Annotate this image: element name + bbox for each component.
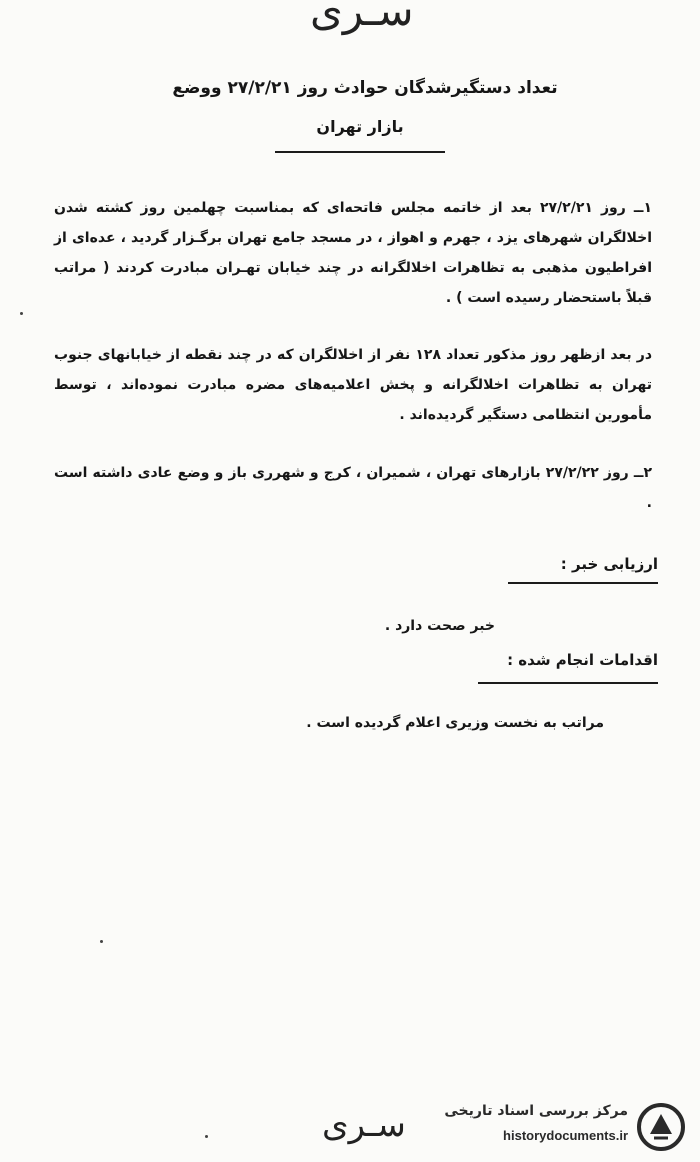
classification-mark-bottom: سـری (322, 1105, 406, 1145)
archive-logo-icon (636, 1102, 686, 1152)
document-subtitle: بازار تهران (316, 117, 404, 136)
actions-underline (478, 682, 658, 684)
document-title: تعداد دستگیرشدگان حوادث روز ۲۷/۲/۲۱ ووضع (172, 78, 558, 98)
evaluation-label: ارزیابی خبر : (560, 555, 658, 573)
paragraph-2: در بعد ازظهر روز مذکور تعداد ۱۲۸ نفر از اخلالگران که در چند نقطه از خیابانهای جنوب تهران به تظاهرات اخلالگرانه و پخش اعلامیه‌های مضره مبادرت نموده‌اند ، توسط مأمورین انتظامی دستگیر گردیده‌اند . (54, 347, 653, 423)
classification-mark-top: سـری (310, 0, 414, 35)
scan-speck (100, 940, 103, 943)
subtitle-underline (275, 151, 445, 153)
scan-speck (205, 1135, 208, 1138)
archive-url: historydocuments.ir (503, 1128, 628, 1143)
archive-org-name: مرکز بررسی اسناد تاریخی (444, 1103, 628, 1119)
actions-text: مراتب به نخست وزیری اعلام گردیده است . (306, 715, 604, 731)
paragraph-3: ۲ــ روز ۲۷/۲/۲۲ بازارهای تهران ، شمیران ، کرج و شهرری باز و وضع عادی داشته است . (54, 465, 652, 511)
actions-label: اقدامات انجام شده : (507, 651, 658, 669)
scan-speck (20, 312, 23, 315)
evaluation-text: خبر صحت دارد . (384, 618, 495, 634)
paragraph-1: ۱ــ روز ۲۷/۲/۲۱ بعد از خاتمه مجلس فاتحه‌ای که بمناسبت چهلمین روز کشته شدن اخلالگران شهرهای یزد ، جهرم و اهواز ، در مسجد جامع تهران برگـزار گردید ، عده‌ای از افراطیون مذهبی به تظاهرات اخلالگرانه در چند خیابان تهـران مبادرت کردند ( مراتب قبلاً باستحضار رسیده است ) . (54, 200, 652, 306)
evaluation-underline (508, 582, 658, 584)
archive-watermark (400, 1100, 690, 1154)
